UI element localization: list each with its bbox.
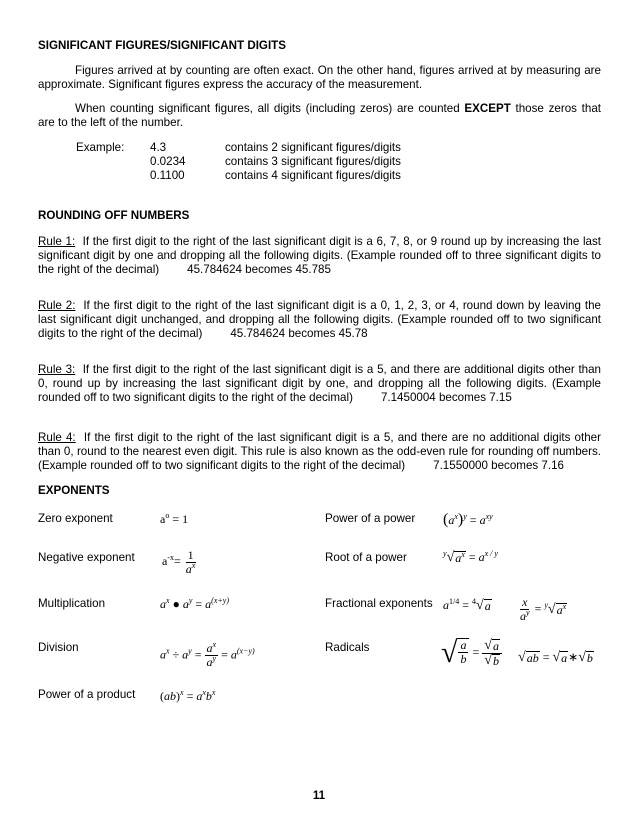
page-number: 11 xyxy=(312,789,326,802)
example-number-1: 4.3 xyxy=(150,141,167,154)
formula-multiplication: $a^x$ ● $a^y = a^{(x+y)}$ xyxy=(160,596,229,611)
formula-radical-quotient: √ $\frac{a}{b}$ = √ a √ b xyxy=(441,638,502,668)
formula-root-of-power: $^y$ √ $a^x$ = $a^{x / y}$ xyxy=(443,549,498,566)
example-label: Example: xyxy=(76,141,125,154)
formula-radical-product: √ ab = √ a ∗ √ b xyxy=(518,650,593,666)
rule-example: 45.784624 becomes 45.785 xyxy=(187,263,331,276)
label-fractional-exponents: Fractional exponents xyxy=(325,597,433,610)
heading-exponents: EXPONENTS xyxy=(38,484,110,497)
formula-negative-exponent: $a^{-x}=$ $\frac{1}{a^x}$ xyxy=(162,548,196,576)
rule-label: Rule 3: xyxy=(38,363,76,376)
example-number-2: 0.0234 xyxy=(150,155,186,168)
rule-4: Rule 4: If the first digit to the right of the last significant digit is a 5, and there are no additional digits other than 0, round to the nearest even digit. This rule is also known as the odd-even rule for rounding off numbers. (Example rounded off to two significant digits to the right of the decimal) 7.1550000 becomes 7.16 xyxy=(38,431,601,472)
paragraph-significant-intro: Figures arrived at by counting are often exact. On the other hand, figures arrived at by measuring are approximate. Significant figures express the accuracy of the measurement. xyxy=(38,64,601,91)
formula-fractional-exponent-1: $a^{1/4} = ^4$ √ a xyxy=(443,597,491,614)
rule-example: 7.1550000 becomes 7.16 xyxy=(433,459,564,472)
rule-example: 7.1450004 becomes 7.15 xyxy=(380,391,512,404)
formula-power-of-power: $(a^x)^y = a^{xy}$ xyxy=(443,511,493,528)
label-power-of-product: Power of a product xyxy=(38,688,136,701)
rule-2: Rule 2: If the first digit to the right of the last significant digit is a 0, 1, 2, 3, or 4, round down by leaving the last significant digit unchanged, and dropping all the following digits. (Example rounded off to two significant digits to the right of the decimal) 45.784624 becomes 45.78 xyxy=(38,299,602,340)
rule-3: Rule 3: If the first digit to the right of the last significant digit is a 5, and there are additional digits other than 0, round up by increasing the last significant digit by one, and dropping all the following digits. (Example rounded off to two significant digits to the right of the decimal) 7.1450004 becomes 7.15 xyxy=(38,363,602,404)
rule-label: Rule 1: xyxy=(38,235,76,248)
example-number-3: 0.1100 xyxy=(150,169,185,182)
formula-zero-exponent: $a^o = 1$ xyxy=(160,511,189,526)
formula-fractional-exponent-2: $\frac{x}{a^y}$ = $^y$ √ $a^x$ xyxy=(520,595,567,623)
label-zero-exponent: Zero exponent xyxy=(38,512,113,525)
label-multiplication: Multiplication xyxy=(38,597,106,610)
heading-significant-figures: SIGNIFICANT FIGURES/SIGNIFICANT DIGITS xyxy=(38,39,286,52)
paragraph-counting-rule: When counting significant figures, all digits (including zeros) are counted EXCEPT those zeros that are to the left of the number. xyxy=(38,102,602,129)
rule-label: Rule 2: xyxy=(38,299,76,312)
rule-1: Rule 1: If the first digit to the right of the last significant digit is a 6, 7, 8, or 9 round up by increasing the last significant digit by one and dropping all the following digits. (Example rounded off to three significant digits to the right of the decimal) 45.784624 becomes 45.785 xyxy=(38,235,601,276)
label-radicals: Radicals xyxy=(325,641,370,654)
label-root-of-power: Root of a power xyxy=(325,551,407,564)
example-desc-3: contains 4 significant figures/digits xyxy=(225,169,401,182)
example-desc-2: contains 3 significant figures/digits xyxy=(225,155,401,168)
except-emphasis: EXCEPT xyxy=(464,102,511,115)
rule-example: 45.784624 becomes 45.78 xyxy=(230,327,368,340)
label-negative-exponent: Negative exponent xyxy=(38,551,135,564)
heading-rounding: ROUNDING OFF NUMBERS xyxy=(38,209,190,222)
label-division: Division xyxy=(38,641,79,654)
rule-label: Rule 4: xyxy=(38,431,76,444)
label-power-of-power: Power of a power xyxy=(325,512,416,525)
example-desc-1: contains 2 significant figures/digits xyxy=(225,141,401,154)
formula-division: $a^x \div a^y$ = $\frac{a^x}{a^y}$ = $a^{(x-y)}$ xyxy=(160,640,255,669)
formula-power-of-product: $(ab)^x = a^xb^x$ xyxy=(160,688,216,703)
